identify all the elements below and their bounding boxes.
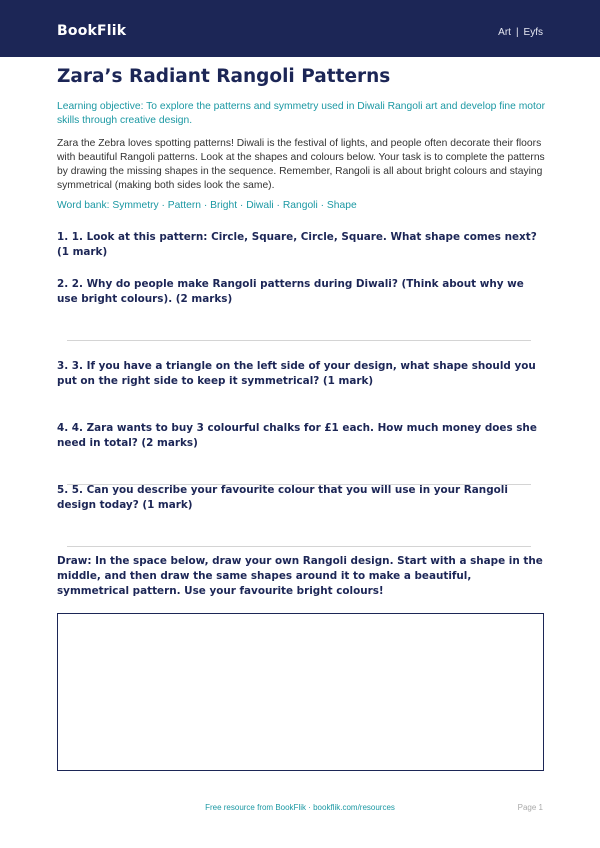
answer-line[interactable] xyxy=(67,340,531,341)
draw-instructions: Draw: In the space below, draw your own Rangoli design. Start with a shape in the middle, and then draw the same shapes around it to make a beautiful, symmetrical pattern. Use your favourite bright colours! xyxy=(57,555,543,597)
learning-objective: Learning objective: To explore the patterns and symmetry used in Diwali Rangoli art and develop fine motor skills through creative design. xyxy=(57,101,546,126)
subject-label: Art xyxy=(498,27,511,38)
header-meta xyxy=(498,27,543,38)
word-bank: Word bank: Symmetry · Pattern · Bright · Diwali · Rangoli · Shape xyxy=(57,200,357,211)
worksheet-title: Zara’s Radiant Rangoli Patterns xyxy=(57,66,391,87)
drawing-area[interactable] xyxy=(57,613,544,771)
question-2: 2. 2. Why do people make Rangoli patterns during Diwali? (Think about why we use bright colours). (2 marks) xyxy=(57,278,524,305)
question-1: 1. 1. Look at this pattern: Circle, Square, Circle, Square. What shape comes next? (1 mark) xyxy=(57,231,537,258)
page-number: Page 1 xyxy=(517,803,543,812)
meta-separator: | xyxy=(515,27,519,38)
intro-text: Zara the Zebra loves spotting patterns! Diwali is the festival of lights, and people often decorate their floors with beautiful Rangoli patterns. Look at the shapes and colours below. Your task is to complete the patterns by drawing the missing shapes in the sequence. Remember, Rangoli is all about bright colours and staying symmetrical (making both sides look the same). xyxy=(57,138,545,191)
answer-line[interactable] xyxy=(67,546,531,547)
brand-logo: BookFlik xyxy=(57,23,127,39)
question-4: 4. 4. Zara wants to buy 3 colourful chalks for £1 each. How much money does she need in total? (2 marks) xyxy=(57,422,537,449)
question-3: 3. 3. If you have a triangle on the left side of your design, what shape should you put on the right side to keep it symmetrical? (1 mark) xyxy=(57,360,536,387)
footer-resource: Free resource from BookFlik · bookflik.com/resources xyxy=(205,803,395,812)
question-5: 5. 5. Can you describe your favourite colour that you will use in your Rangoli design today? (1 mark) xyxy=(57,484,508,511)
level-label: Eyfs xyxy=(523,27,543,38)
page-header xyxy=(0,0,600,57)
